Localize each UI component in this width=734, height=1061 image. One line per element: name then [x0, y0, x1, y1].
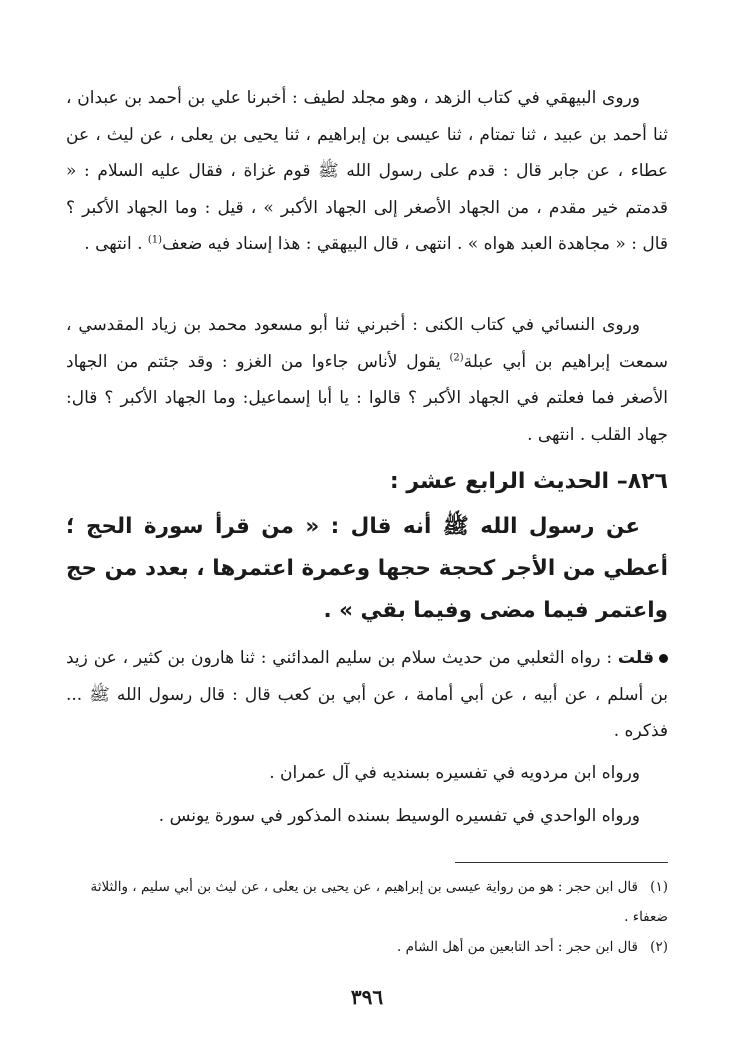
footnote-2-text: قال ابن حجر : أحد التابعين من أهل الشام . [397, 939, 638, 955]
qult-label: قلت [617, 648, 654, 668]
bullet-icon [659, 654, 668, 663]
paragraph-nasai [66, 307, 668, 453]
paragraph-1-ending: . انتهى . [84, 234, 148, 254]
footnote-1 [62, 872, 668, 932]
footnotes [62, 872, 668, 962]
paragraph-2-text-a: وروى النسائي في كتاب الكنى : أخبرني ثنا أبو مسعود محمد بن زياد المقدسي ، سمعت إبراهيم بن أبي عبلة [66, 315, 668, 372]
paragraph-bayhaqi [66, 80, 668, 263]
hadith-text [66, 506, 668, 632]
footnote-1-number: (١) [650, 879, 668, 895]
footnote-marker-2[interactable]: (2) [449, 351, 464, 363]
footnote-2-number: (٢) [650, 939, 668, 955]
hadith-text-body: عن رسول الله ﷺ أنه قال : « من قرأ سورة الحج ؛ أعطي من الأجر كحجة حجها وعمرة اعتمرها ، بعدد من حج واعتمر فيما مضى وفيما بقي » . [66, 514, 668, 623]
hadith-heading: ٨٢٦– الحديث الرابع عشر : [389, 469, 668, 494]
paragraph-2-text-b: يقول لأناس جاءوا من الغزو : وقد جئتم من الجهاد الأصغر فما فعلتم في الجهاد الأكبر ؟ قالوا : يا أبا إسماعيل: وما الجهاد الأكبر ؟ قال: جهاد القلب . انتهى . [66, 351, 668, 445]
footnote-1-text: قال ابن حجر : هو من رواية عيسى بن إبراهيم ، عن يحيى بن يعلى ، عن ليث بن أبي سليم ، والثلاثة ضعفاء . [90, 879, 668, 925]
page-number: ٣٩٦ [350, 985, 384, 1009]
footnote-2 [62, 932, 668, 962]
paragraph-qult [66, 640, 668, 750]
line-wahidi: ورواه الواحدي في تفسيره الوسيط بسنده المذكور في سورة يونس . [158, 806, 640, 826]
paragraph-3-text: : رواه الثعلبي من حديث سلام بن سليم المدائني : ثنا هارون بن كثير ، عن زيد بن أسلم ، عن أبيه ، عن أبي أمامة ، عن أبي بن كعب قال : قال رسول الله ﷺ ... فذكره . [66, 648, 668, 741]
footnote-divider [455, 862, 668, 863]
paragraph-1-text: وروى البيهقي في كتاب الزهد ، وهو مجلد لطيف : أخبرنا علي بن أحمد بن عبدان ، ثنا أحمد بن عبيد ، ثنا تمتام ، ثنا عيسى بن إبراهيم ، ثنا يحيى بن يعلى ، عن ليث ، عن عطاء ، عن جابر قال : قدم على رسول الله ﷺ قوم غزاة ، فقال عليه السلام : « قدمتم خير مقدم ، من الجهاد الأصغر إلى الجهاد الأكبر » ، قيل : وما الجهاد الأكبر ؟ قال : « مجاهدة العبد هواه » . انتهى ، قال البيهقي : هذا إسناد فيه ضعف [66, 88, 668, 254]
line-ibn-mardawayh: ورواه ابن مردويه في تفسيره بسنديه في آل عمران . [269, 763, 640, 783]
footnote-marker-1[interactable]: (1) [147, 234, 163, 246]
